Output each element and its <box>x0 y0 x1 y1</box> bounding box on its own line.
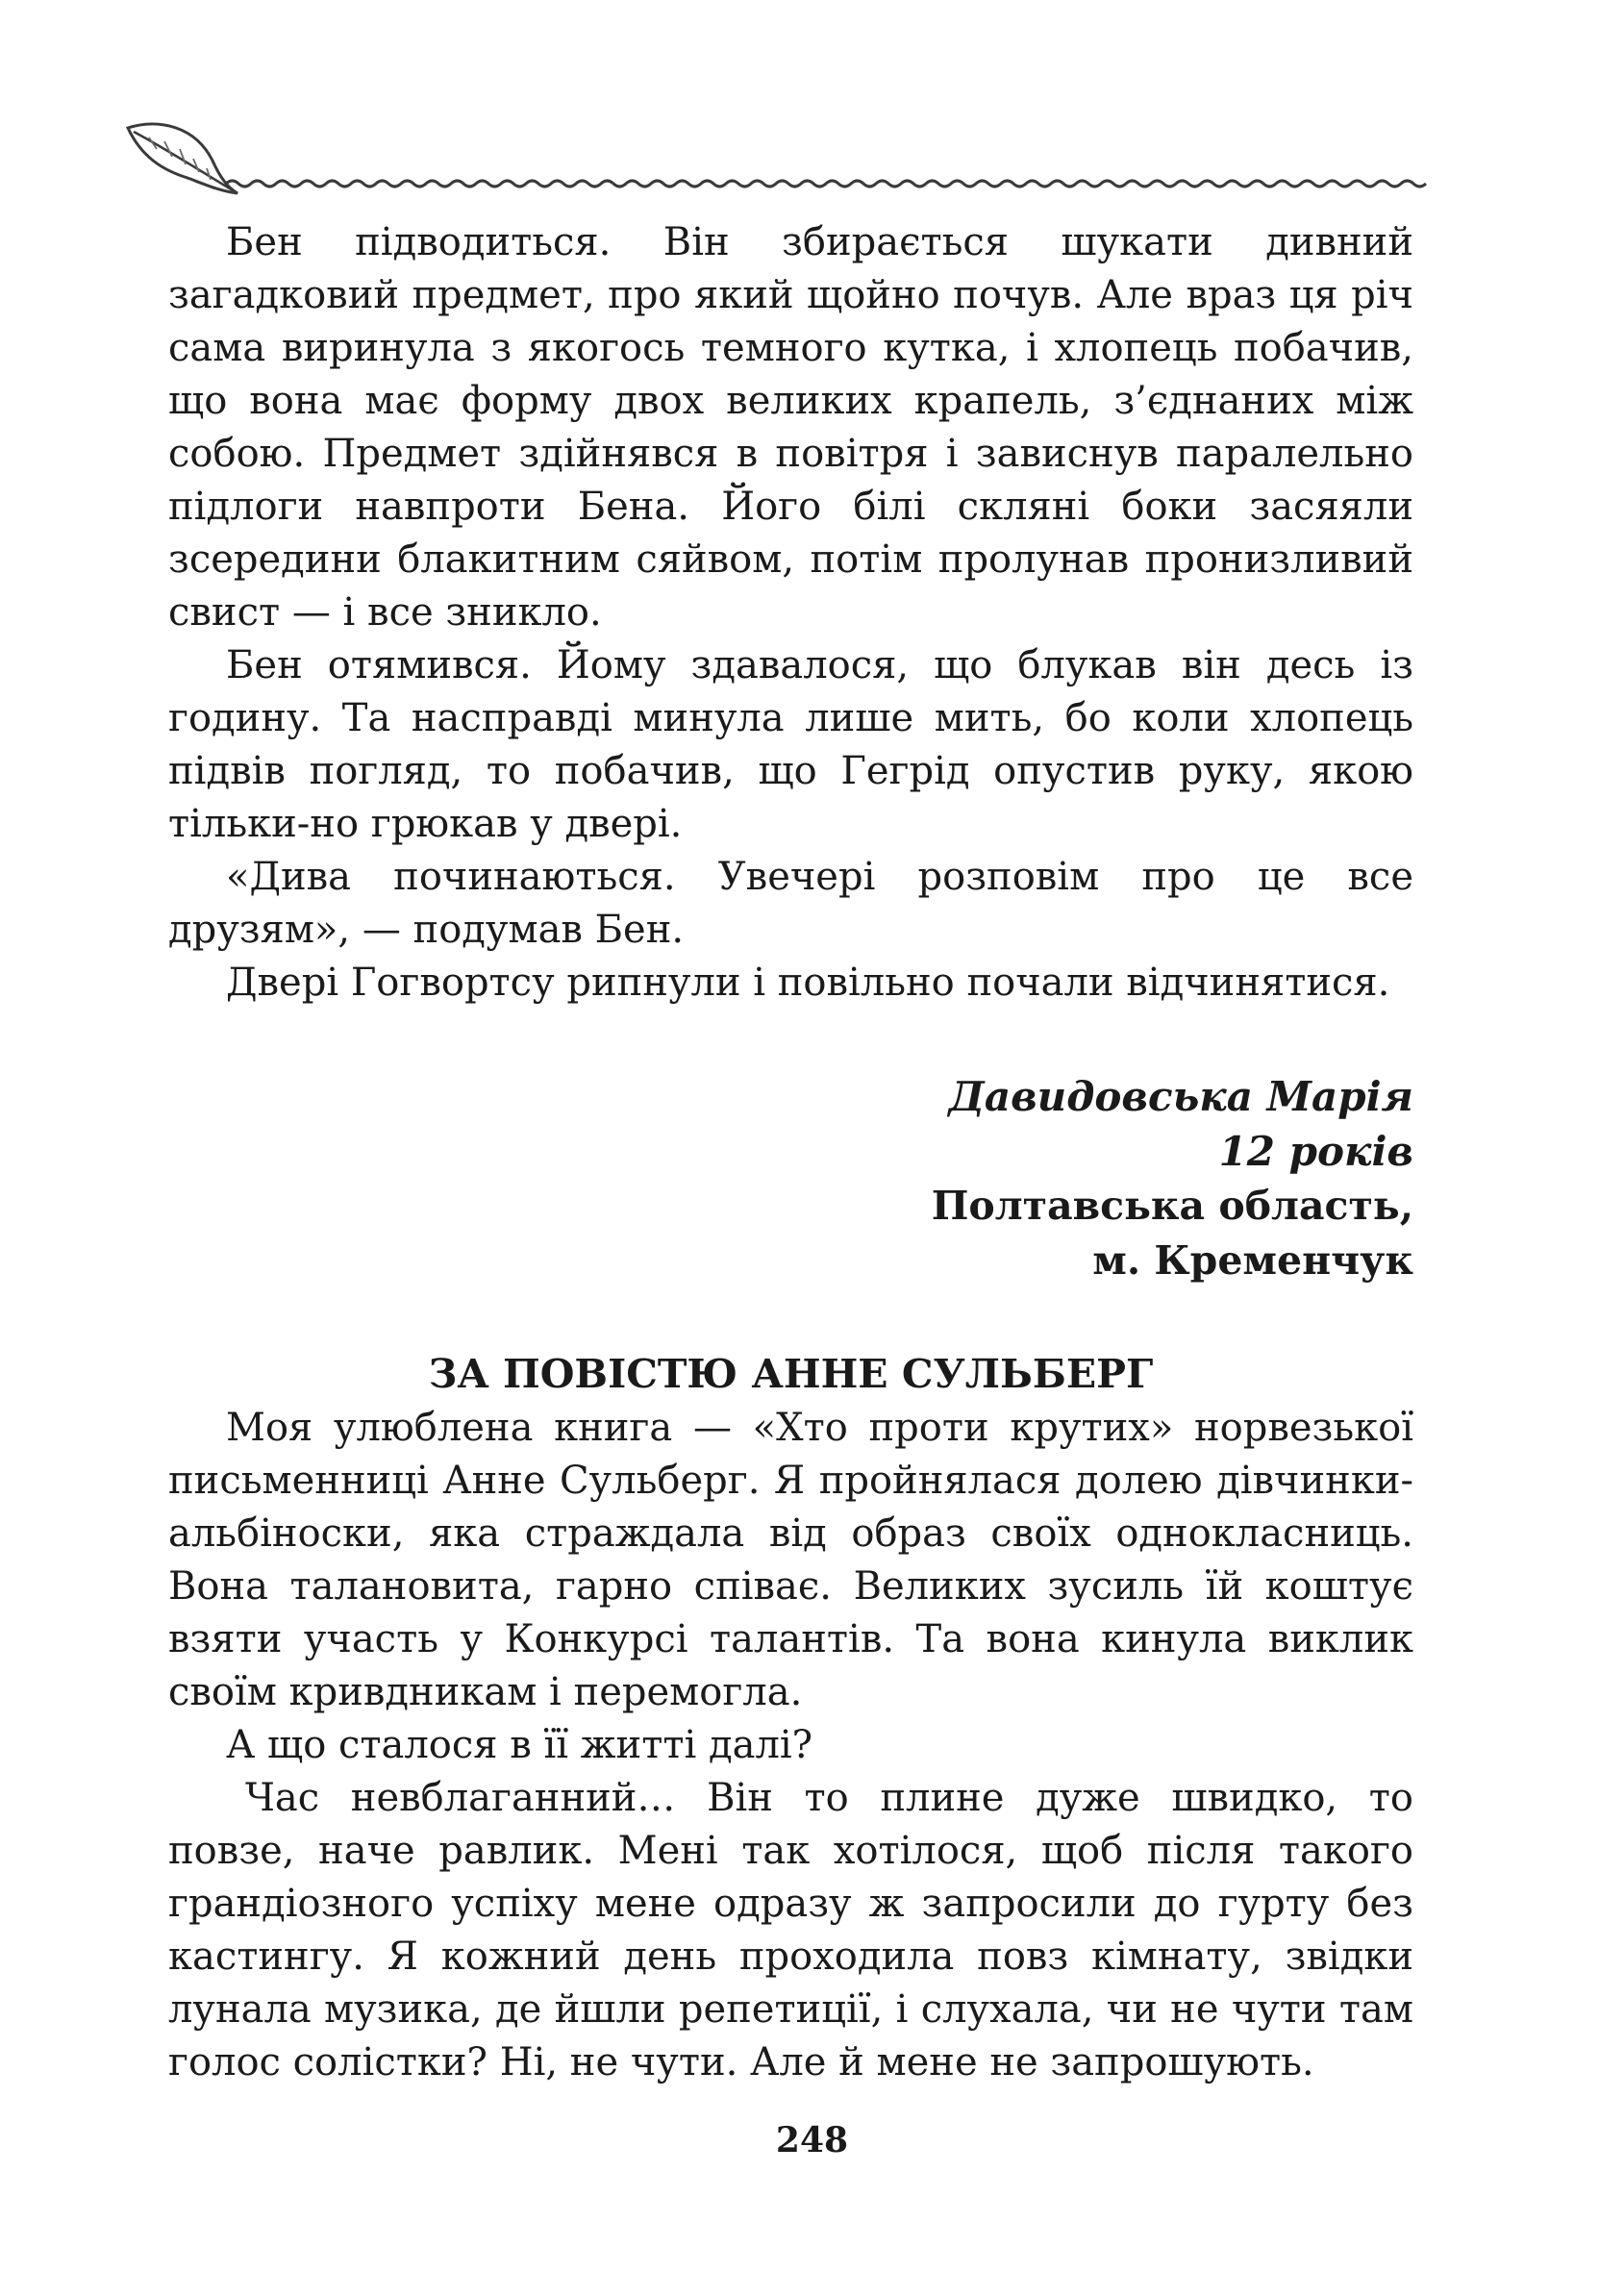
story-paragraph-2: Бен отямився. Йому здавалося, що блукав він десь із годину. Та насправді минула лише мить, бо коли хлопець підвів погляд, то побачив, що Гегрід опустив руку, якою тільки-но грюкав у двері. <box>168 643 1413 846</box>
story-paragraph-3: «Дива починаються. Увечері розповім про це все друзям», — подумав Бен. <box>168 855 1413 952</box>
page-body <box>168 216 1413 2089</box>
essay-paragraph-3: Час невблаганний… Він то плине дуже швидко, то повзе, наче равлик. Мені так хотілося, щоб після такого грандіозного успіху мене одразу ж запросили до гурту без кастингу. Я кожний день проходила повз кімнату, звідки лунала музика, де йшли репетиції, і слухала, чи не чути там голос солістки? Ні, не чути. Але й мене не запрошують. <box>168 1776 1413 2085</box>
story-paragraph-4: Двері Гогвортсу рипнули і повільно почали відчинятися. <box>226 961 1390 1005</box>
author-region: Полтавська область, <box>931 1183 1413 1229</box>
wavy-line-divider <box>226 181 1426 187</box>
essay-paragraph-2: А що сталося в її житті далі? <box>226 1723 813 1767</box>
author-city: м. Кременчук <box>1092 1237 1413 1284</box>
header-ornament <box>120 111 1437 197</box>
section-title: ЗА ПОВІСТЮ АННЕ СУЛЬБЕРГ <box>428 1351 1154 1397</box>
page-number: 248 <box>775 2120 849 2160</box>
author-age: 12 років <box>1218 1128 1413 1175</box>
essay-paragraph-1: Моя улюблена книга — «Хто проти крутих» норвезької письменниці Анне Сульберг. Я пройнялася долею дівчинки-альбіноски, яка страждала від образ своїх однокласниць. Вона талановита, гарно співає. Великих зусиль їй коштує взяти участь у Конкурсі талантів. Та вона кинула виклик своїм кривдникам і перемогла. <box>168 1406 1413 1714</box>
story-paragraph-1: Бен підводиться. Він збирається шукати дивний загадковий предмет, про який щойно почув. Але враз ця річ сама виринула з якогось темного кутка, і хлопець побачив, що вона має форму двох великих крапель, з’єднаних між собою. Предмет здійнявся в повітря і зависнув паралельно підлоги навпроти Бена. Його білі скляні боки засяяли зсередини блакитним сяйвом, потім пролунав пронизливий свист — і все зникло. <box>168 220 1413 635</box>
author-name: Давидовська Марія <box>948 1073 1413 1120</box>
feather-quill-icon <box>128 124 237 193</box>
author-signature <box>168 1069 1413 1288</box>
